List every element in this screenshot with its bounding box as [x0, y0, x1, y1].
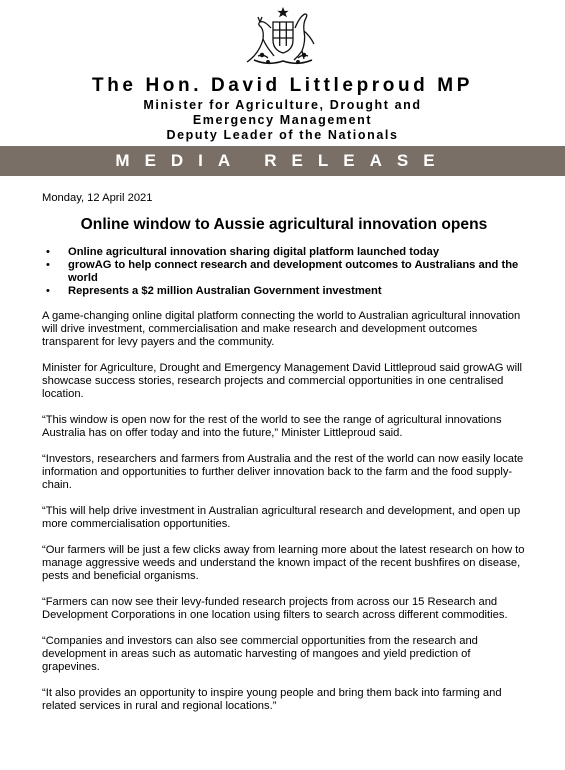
release-date: Monday, 12 April 2021	[42, 192, 153, 204]
minister-name: The Hon. David Littleproud MP	[92, 75, 473, 96]
key-points-list	[42, 246, 526, 298]
coat-of-arms-icon	[244, 6, 322, 68]
paragraph: “Investors, researchers and farmers from Australia and the rest of the world can now easily locate information and opportunities to further deliver innovation back to the farm and the food supply-chain.	[42, 453, 524, 491]
paragraph: “Companies and investors can also see commercial opportunities from the research and development in areas such as automatic harvesting of mangoes and yield prediction of grapevines.	[42, 635, 478, 673]
paragraph: A game-changing online digital platform connecting the world to Australian agricultural innovation will drive investment, commercialisation and make research and development outcomes transparent for levy payers and the community.	[42, 310, 521, 348]
headline: Online window to Aussie agricultural innovation opens	[80, 216, 488, 233]
key-point: • Represents a $2 million Australian Government investment	[42, 285, 526, 298]
paragraph: “This will help drive investment in Australian agricultural research and development, and open up more commercialisation opportunities.	[42, 505, 521, 530]
minister-role-line-1: Minister for Agriculture, Drought and	[143, 98, 422, 112]
key-point: • Online agricultural innovation sharing digital platform launched today	[42, 246, 526, 259]
paragraph: “Our farmers will be just a few clicks away from learning more about the latest research on how to manage aggressive weeds and understand the known impact of the recent bushfires on disease, pests and beneficial organisms.	[42, 544, 525, 582]
paragraph: “This window is open now for the rest of the world to see the range of agricultural innovations Australia has on offer today and into the future,” Minister Littleproud said.	[42, 414, 502, 439]
paragraph: “Farmers can now see their levy-funded research projects from across our 15 Research and Development Corporations in one location using filters to search across different commodities.	[42, 596, 508, 621]
media-release-banner: MEDIA RELEASE	[0, 146, 565, 176]
key-point: • growAG to help connect research and development outcomes to Australians and the world	[42, 259, 526, 285]
minister-role-line-3: Deputy Leader of the Nationals	[166, 128, 399, 142]
release-body	[42, 192, 526, 726]
paragraph: Minister for Agriculture, Drought and Emergency Management David Littleproud said growAG will showcase success stories, research projects and commercial opportunities in one centralised location.	[42, 362, 523, 400]
minister-role-line-2: Emergency Management	[192, 113, 373, 127]
paragraph: “It also provides an opportunity to inspire young people and bring them back into farming and related services in rural and regional locations.”	[42, 687, 502, 712]
